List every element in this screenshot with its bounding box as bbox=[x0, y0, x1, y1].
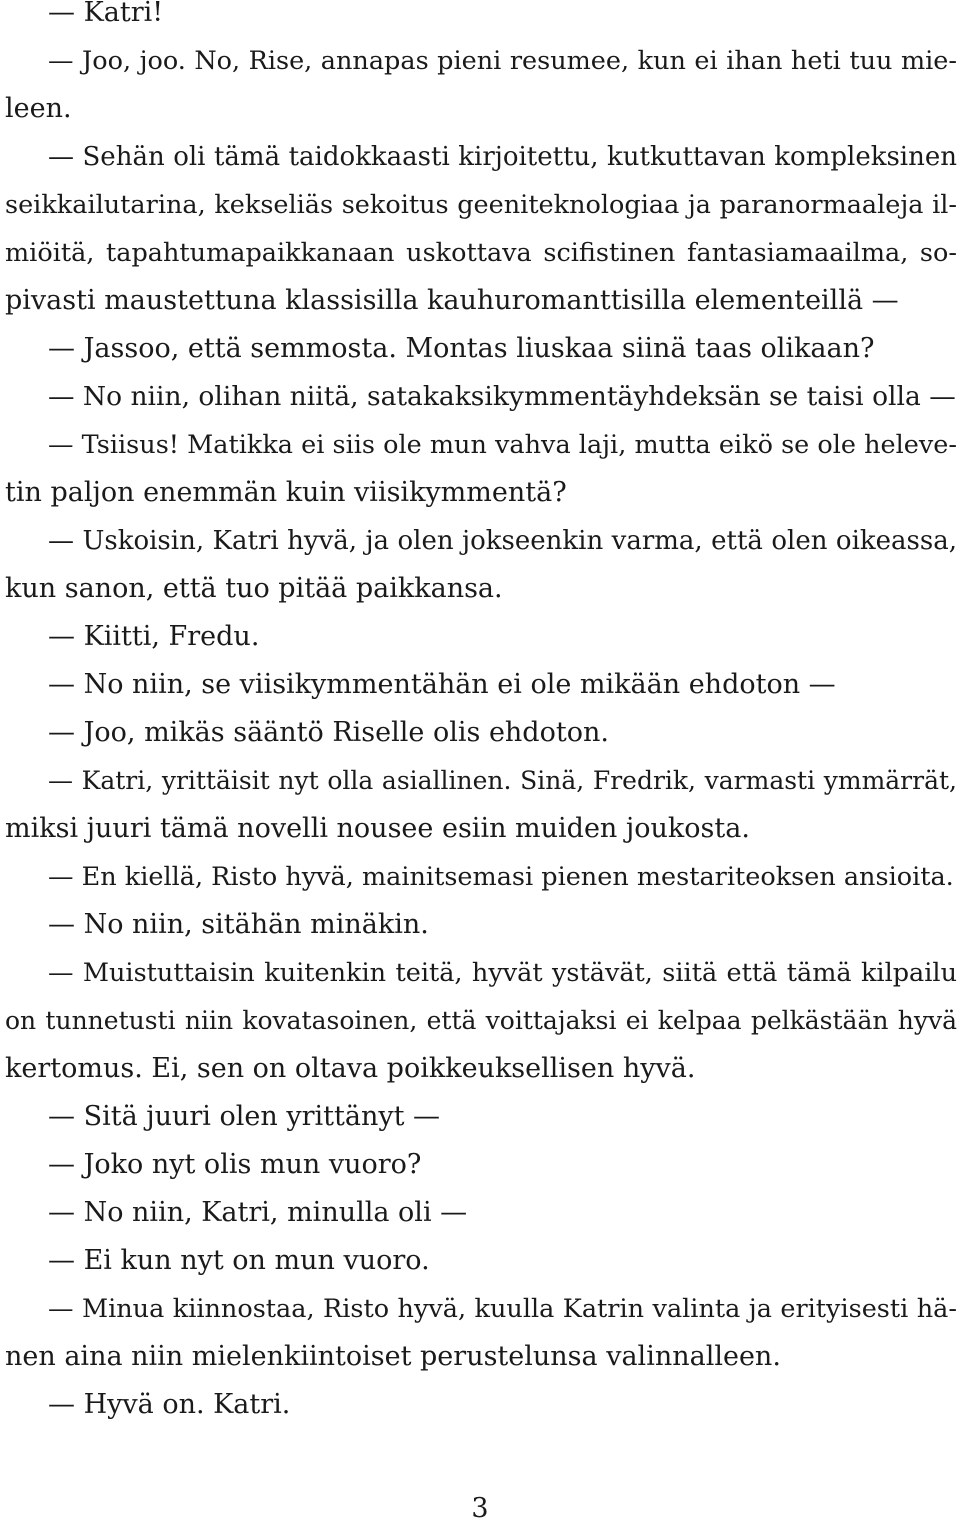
text-line: — Joko nyt olis mun vuoro? bbox=[48, 1149, 422, 1180]
text-line: — No niin, sitähän minäkin. bbox=[48, 909, 429, 940]
text-line: tin paljon enemmän kuin viisikymmentä? bbox=[5, 477, 567, 508]
text-line: miöitä, tapahtumapaikkanaan uskottava scifistinen fantasiamaailma, so- bbox=[5, 238, 957, 268]
text-line: — Katri, yrittäisit nyt olla asiallinen. Sinä, Fredrik, varmasti ymmärrät, bbox=[48, 766, 957, 795]
text-line: — Kiitti, Fredu. bbox=[48, 621, 260, 652]
text-line: — Ei kun nyt on mun vuoro. bbox=[48, 1245, 430, 1276]
text-line: — Minua kiinnostaa, Risto hyvä, kuulla Katrin valinta ja erityisesti hä- bbox=[48, 1294, 957, 1324]
text-line: — Tsiisus! Matikka ei siis ole mun vahva laji, mutta eikö se ole heleve- bbox=[48, 430, 957, 460]
text-line: kun sanon, että tuo pitää paikkansa. bbox=[5, 573, 503, 604]
text-line: — No niin, olihan niitä, satakaksikymmentäyhdeksän se taisi olla — bbox=[48, 381, 956, 412]
text-line: — Katri! bbox=[48, 0, 164, 28]
page-number: 3 bbox=[471, 1493, 489, 1524]
text-line: — Muistuttaisin kuitenkin teitä, hyvät ystävät, siitä että tämä kilpailu bbox=[48, 958, 957, 988]
text-line: — Joo, joo. No, Rise, annapas pieni resumee, kun ei ihan heti tuu mie- bbox=[48, 46, 957, 76]
text-line: — Uskoisin, Katri hyvä, ja olen jokseenkin varma, että olen oikeassa, bbox=[48, 526, 957, 556]
text-line: — No niin, Katri, minulla oli — bbox=[48, 1197, 468, 1228]
text-line: on tunnetusti niin kovatasoinen, että voittajaksi ei kelpaa pelkästään hyvä bbox=[5, 1006, 957, 1035]
text-line: — Joo, mikäs sääntö Riselle olis ehdoton. bbox=[48, 717, 609, 748]
text-line: kertomus. Ei, sen on oltava poikkeuksellisen hyvä. bbox=[5, 1053, 696, 1084]
text-line: miksi juuri tämä novelli nousee esiin muiden joukosta. bbox=[5, 813, 750, 844]
text-line: seikkailutarina, kekseliäs sekoitus geeniteknologiaa ja paranormaaleja il- bbox=[5, 190, 957, 220]
text-line: — Hyvä on. Katri. bbox=[48, 1389, 291, 1420]
text-line: — Jassoo, että semmosta. Montas liuskaa siinä taas olikaan? bbox=[48, 333, 875, 364]
text-line: — En kiellä, Risto hyvä, mainitsemasi pienen mestariteoksen ansioita. bbox=[48, 862, 954, 892]
text-line: leen. bbox=[5, 93, 72, 124]
text-line: — Sitä juuri olen yrittänyt — bbox=[48, 1101, 441, 1132]
text-line: pivasti maustettuna klassisilla kauhuromanttisilla elementeillä — bbox=[5, 285, 899, 316]
text-line: — No niin, se viisikymmentähän ei ole mikään ehdoton — bbox=[48, 669, 836, 700]
text-line: nen aina niin mielenkiintoiset perustelunsa valinnalleen. bbox=[5, 1341, 781, 1372]
text-line: — Sehän oli tämä taidokkaasti kirjoitettu, kutkuttavan kompleksinen bbox=[48, 142, 957, 172]
